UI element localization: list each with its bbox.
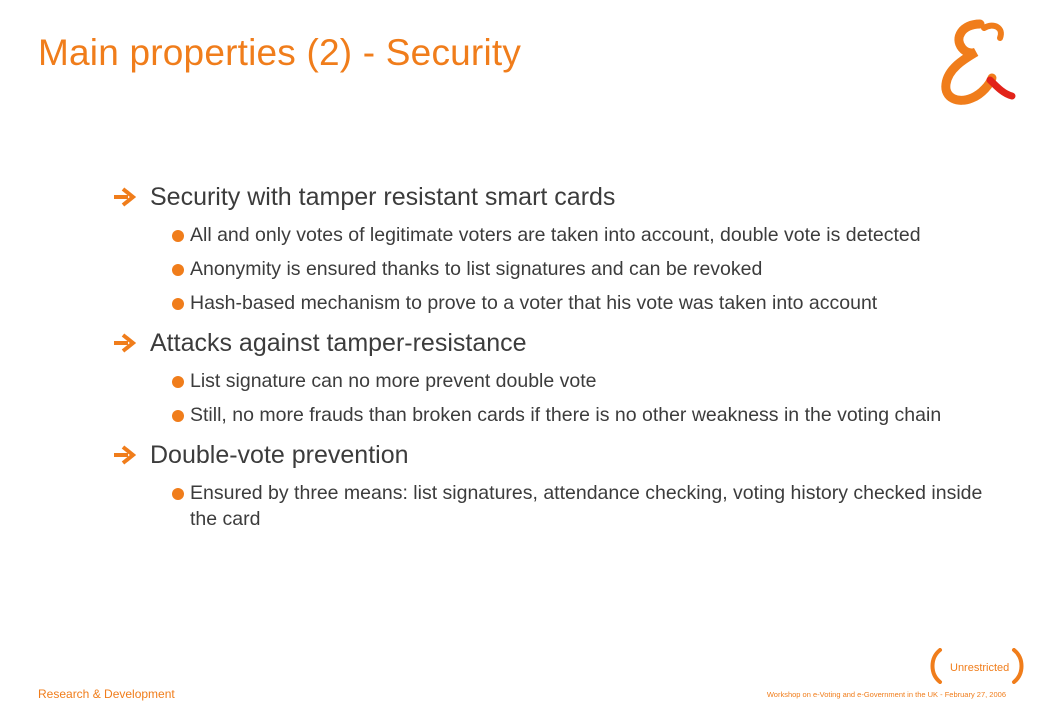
classification-badge [928,648,1028,684]
section-heading-text: Double-vote prevention [150,441,409,469]
section-heading [112,180,992,214]
list-item: List signature can no more prevent double vote [180,368,992,394]
footer-event: Workshop on e-Voting and e-Government in the UK - February 27, 2006 [766,690,1006,699]
dot-icon [172,410,184,422]
section-heading-text: Security with tamper resistant smart cards [150,183,616,211]
section-security [112,180,992,316]
dot-icon [172,298,184,310]
section-heading-text: Attacks against tamper-resistance [150,329,527,357]
slide-title: Main properties (2) - Security [38,32,522,73]
list-item: Hash-based mechanism to prove to a voter that his vote was taken into account [180,290,992,316]
dot-icon [172,376,184,388]
arrow-right-icon [112,445,136,465]
company-logo [928,18,1020,106]
list-item: Still, no more frauds than broken cards if there is no other weakness in the voting chain [180,402,992,428]
dot-icon [172,488,184,500]
bullet-list [112,368,992,428]
list-item: Ensured by three means: list signatures, attendance checking, voting history checked inside the card [180,480,992,532]
badge-label: Unrestricted [950,662,1010,674]
list-item: All and only votes of legitimate voters are taken into account, double vote is detected [180,222,992,248]
section-heading [112,438,992,472]
dot-icon [172,230,184,242]
footer-department: Research & Development [38,687,175,701]
bullet-list [112,480,992,532]
section-double-vote [112,438,992,532]
section-attacks [112,326,992,428]
dot-icon [172,264,184,276]
bullet-list [112,222,992,316]
arrow-right-icon [112,187,136,207]
list-item: Anonymity is ensured thanks to list signatures and can be revoked [180,256,992,282]
section-heading [112,326,992,360]
arrow-right-icon [112,333,136,353]
slide-body [112,180,992,542]
